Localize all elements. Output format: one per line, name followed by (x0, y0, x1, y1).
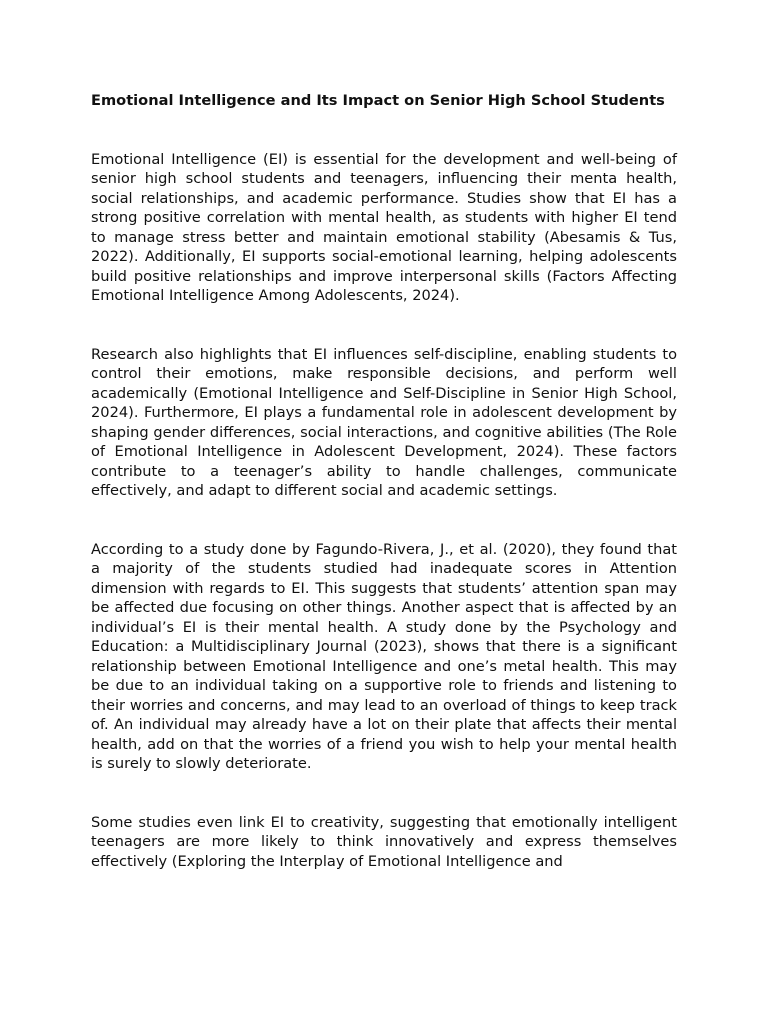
paragraph-creativity: Some studies even link EI to creativity, suggesting that emotionally intelligent teenagers are more likely to think innovatively and express themselves effectively (Exploring the Interplay of Emotional Intelligence and (91, 813, 677, 870)
document-page (91, 91, 677, 871)
paragraph-intro: Emotional Intelligence (EI) is essential for the development and well-being of senior high school students and teenagers, influencing their menta health, social relationships, and academic performance. Studies show that EI has a strong positive correlation with mental health, as students with higher EI tend to manage stress better and maintain emotional stability (Abesamis & Tus, 2022). Additionally, EI supports social-emotional learning, helping adolescents build positive relationships and improve interpersonal skills (Factors Affecting Emotional Intelligence Among Adolescents, 2024). (91, 150, 677, 304)
document-title: Emotional Intelligence and Its Impact on Senior High School Students (91, 92, 665, 109)
paragraph-self-discipline: Research also highlights that EI influences self-discipline, enabling students to control their emotions, make responsible decisions, and perform well academically (Emotional Intelligence and Self-Discipline in Senior High School, 2024). Furthermore, EI plays a fundamental role in adolescent development by shaping gender differences, social interactions, and cognitive abilities (The Role of Emotional Intelligence in Adolescent Development, 2024). These factors contribute to a teenager’s ability to handle challenges, communicate effectively, and adapt to different social and academic settings. (91, 345, 677, 499)
paragraph-attention-mental-health: According to a study done by Fagundo-Rivera, J., et al. (2020), they found that a majority of the students studied had inadequate scores in Attention dimension with regards to EI. This suggests that students’ attention span may be affected due focusing on other things. Another aspect that is affected by an individual’s EI is their mental health. A study done by the Psychology and Education: a Multidisciplinary Journal (2023), shows that there is a significant relationship between Emotional Intelligence and one’s metal health. This may be due to an individual taking on a supportive role to friends and listening to their worries and concerns, and may lead to an overload of things to keep track of. An individual may already have a lot on their plate that affects their mental health, add on that the worries of a friend you wish to help your mental health is surely to slowly deteriorate. (91, 540, 677, 772)
